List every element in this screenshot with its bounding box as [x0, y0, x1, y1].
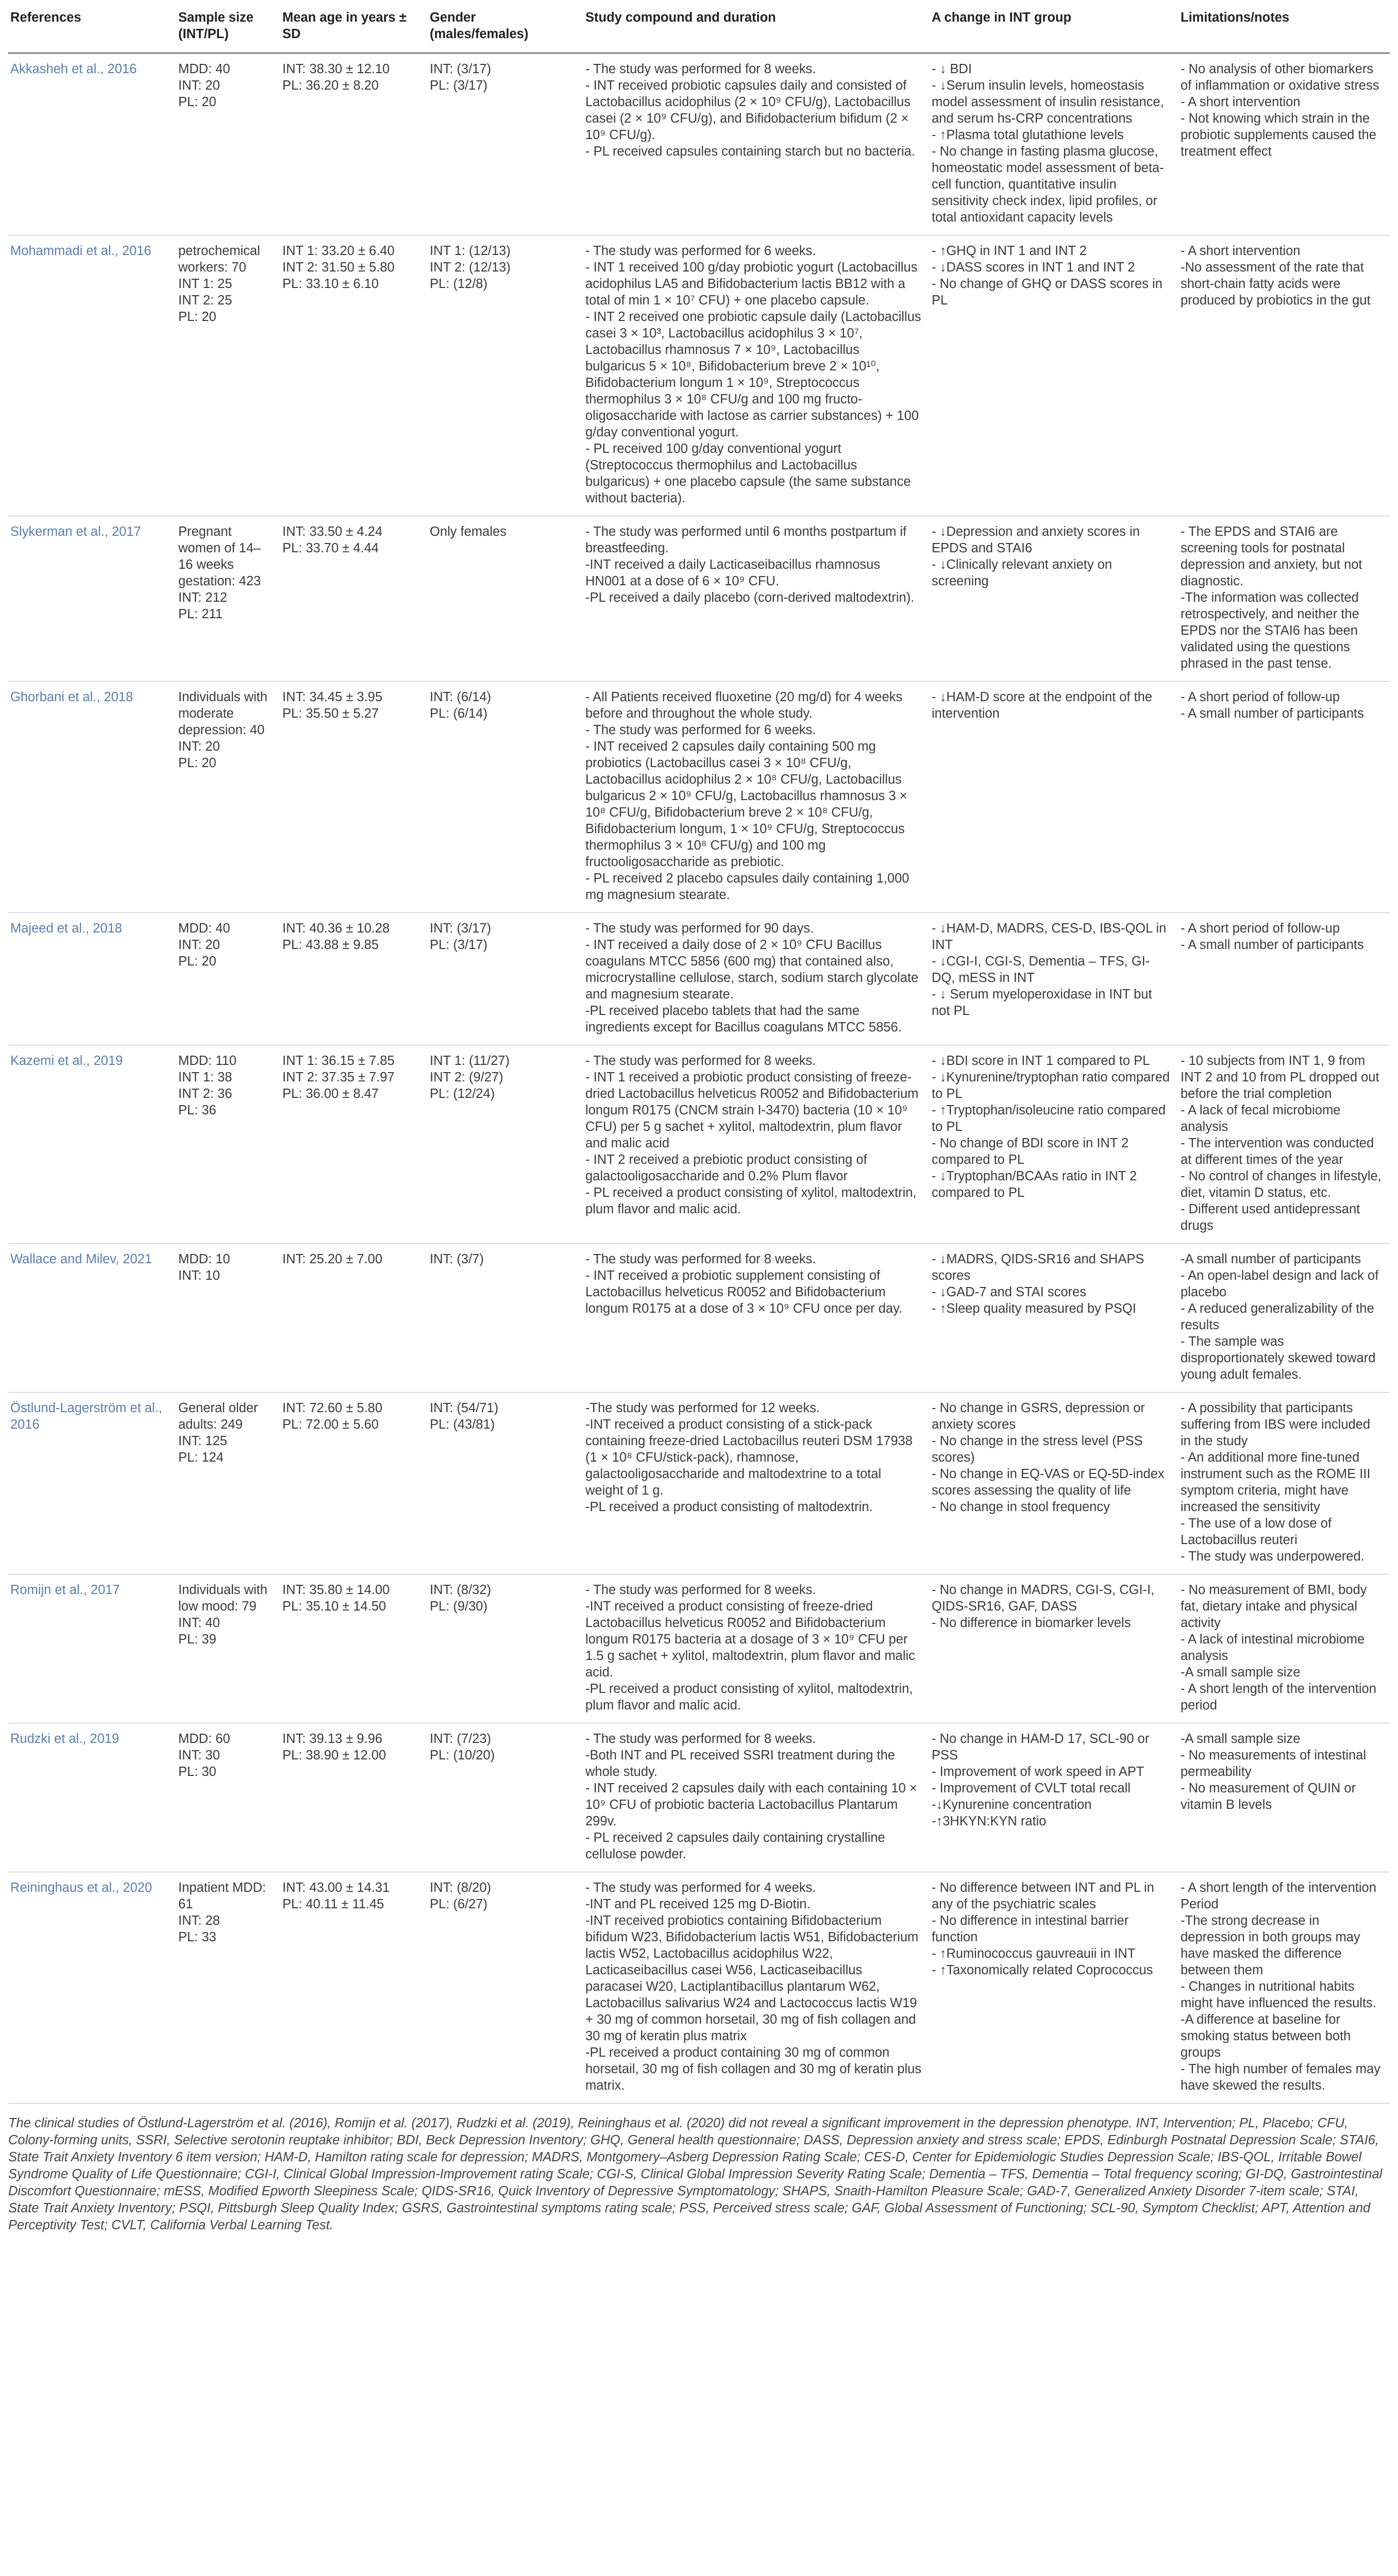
cell-change-int-line: - ↓ BDI [932, 62, 972, 76]
cell-limitations-line: - The intervention was conducted at different times of the year [1181, 1136, 1374, 1167]
cell-limitations-line: -No assessment of the rate that short-chain fatty acids were produced by probiotics in the gut [1181, 260, 1371, 308]
cell-gender-line: INT 2: (12/13) [430, 260, 511, 275]
cell-limitations-line: - A reduced generalizability of the results [1181, 1301, 1374, 1332]
cell-sample-size-line: Individuals with moderate depression: 40 [178, 690, 267, 737]
cell-limitations [1178, 516, 1390, 682]
cell-study-compound-line: - INT received 2 capsules daily with each containing 10 × 10⁹ CFU of probiotic bacteria Lactobacillus Plantarum 299v. [585, 1781, 917, 1828]
cell-change-int-line: - No change in stool frequency [932, 1500, 1110, 1514]
cell-study-compound-line: - The study was performed for 8 weeks. [585, 1054, 816, 1068]
cell-mean-age-line: INT: 34.45 ± 3.95 [282, 690, 383, 704]
cell-limitations-line: - A short period of follow-up [1181, 690, 1340, 704]
cell-gender [428, 1723, 583, 1872]
cell-sample-size [176, 682, 280, 913]
cell-gender [428, 53, 583, 235]
reference-link[interactable]: Romijn et al., 2017 [10, 1583, 120, 1597]
cell-reference [8, 235, 176, 516]
cell-limitations [1178, 1244, 1390, 1393]
cell-mean-age [280, 1872, 428, 2104]
cell-sample-size-line: INT 2: 36 [178, 1087, 232, 1101]
cell-sample-size [176, 1045, 280, 1244]
cell-change-int-line: - ↑Ruminococcus gauvreauii in INT [932, 1946, 1136, 1961]
cell-study-compound-line: - INT 2 received one probiotic capsule daily (Lactobacillus casei 3 × 10³, Lactobacillus acidophilus 3 × 10⁷, Lactobacillus rhamnosus 7 × 10⁹, Lactobacillus bulgaricus 5 × 10⁸, Bifidobacterium breve 2 × 10¹⁰, Bifidobacterium longum 1 × 10⁹, Streptococcus thermophilus 3 × 10⁸ CFU/g and 100 mg fructo-oligosaccharide with lactose as carrier substances) + 100 g/day conventional yogurt. [585, 310, 921, 439]
table-row [8, 1723, 1390, 1872]
cell-change-int-line: - ↓CGI-I, CGI-S, Dementia – TFS, GI-DQ, mESS in INT [932, 954, 1150, 985]
cell-study-compound-line: - PL received a product consisting of xylitol, maltodextrin, plum flavor and malic acid. [585, 1185, 917, 1216]
cell-mean-age-line: PL: 72.00 ± 5.60 [282, 1417, 379, 1432]
cell-sample-size-line: PL: 39 [178, 1632, 216, 1647]
cell-reference [8, 53, 176, 235]
cell-gender-line: PL: (43/81) [430, 1417, 495, 1432]
cell-study-compound-line: - INT 1 received 100 g/day probiotic yogurt (Lactobacillus acidophilus LA5 and Bifidobacterium lactis BB12 with a total of min 1 × 10⁷ CFU) + one placebo capsule. [585, 260, 918, 308]
cell-change-int-line: - No change of BDI score in INT 2 compared to PL [932, 1136, 1129, 1167]
cell-mean-age-line: INT 2: 37.35 ± 7.97 [282, 1070, 395, 1084]
cell-limitations-line: - Different used antidepressant drugs [1181, 1202, 1360, 1233]
cell-sample-size-line: petrochemical workers: 70 [178, 244, 260, 275]
cell-mean-age-line: INT: 72.60 ± 5.80 [282, 1401, 383, 1415]
cell-gender-line: PL: (12/24) [430, 1087, 495, 1101]
cell-gender-line: PL: (10/20) [430, 1748, 495, 1762]
cell-study-compound-line: - PL received 100 g/day conventional yogurt (Streptococcus thermophilus and Lactobacillus bulgaricus) + one placebo capsule (the same substance without bacteria). [585, 442, 911, 505]
cell-gender [428, 1045, 583, 1244]
cell-study-compound-line: - The study was performed for 6 weeks. [585, 244, 816, 258]
table-row [8, 1872, 1390, 2104]
cell-mean-age [280, 682, 428, 913]
cell-sample-size-line: PL: 36 [178, 1103, 216, 1117]
cell-change-int-line: - ↑Sleep quality measured by PSQI [932, 1301, 1136, 1316]
cell-study-compound-line: -PL received a product consisting of xylitol, maltodextrin, plum flavor and malic acid. [585, 1682, 913, 1713]
cell-gender-line: INT 2: (9/27) [430, 1070, 503, 1084]
cell-limitations-line: - A small number of participants [1181, 938, 1364, 952]
cell-study-compound-line: -PL received a daily placebo (corn-derived maltodextrin). [585, 590, 915, 605]
cell-study-compound-line: - INT received a probiotic supplement consisting of Lactobacillus helveticus R0052 and Bifidobacterium longum R0175 at a dose of 3 × 10⁹ CFU once per day. [585, 1268, 903, 1316]
cell-mean-age-line: PL: 38.90 ± 12.00 [282, 1748, 386, 1762]
cell-gender-line: PL: (3/17) [430, 938, 487, 952]
cell-sample-size-line: MDD: 60 [178, 1732, 230, 1746]
cell-sample-size-line: INT: 20 [178, 739, 220, 754]
cell-sample-size-line: INT: 10 [178, 1268, 220, 1283]
cell-sample-size-line: INT: 20 [178, 78, 220, 93]
cell-mean-age [280, 1723, 428, 1872]
cell-limitations-line: - The study was underpowered. [1181, 1549, 1365, 1564]
table-row [8, 516, 1390, 682]
cell-gender [428, 913, 583, 1045]
cell-mean-age [280, 516, 428, 682]
cell-change-int-line: - ↑Plasma total glutathione levels [932, 128, 1124, 142]
cell-sample-size [176, 1723, 280, 1872]
cell-change-int-line: - No difference in biomarker levels [932, 1616, 1131, 1630]
cell-sample-size-line: PL: 20 [178, 756, 216, 770]
cell-sample-size-line: INT: 28 [178, 1913, 220, 1928]
cell-change-int-line: - ↓HAM-D score at the endpoint of the intervention [932, 690, 1153, 721]
cell-limitations-line: - An open-label design and lack of placebo [1181, 1268, 1379, 1299]
cell-study-compound-line: - PL received 2 placebo capsules daily containing 1,000 mg magnesium stearate. [585, 871, 909, 902]
cell-mean-age-line: PL: 35.50 ± 5.27 [282, 706, 379, 721]
cell-sample-size-line: MDD: 40 [178, 62, 230, 76]
cell-study-compound-line: - INT received a daily dose of 2 × 10⁹ CFU Bacillus coagulans MTCC 5856 (600 mg) that contained also, microcrystalline cellulose, starch, sodium starch glycolate and magnesium stearate. [585, 938, 919, 1002]
table-row [8, 53, 1390, 235]
cell-change-int-line: - ↓Clinically relevant anxiety on screening [932, 557, 1113, 588]
cell-mean-age-line: PL: 35.10 ± 14.50 [282, 1599, 386, 1614]
cell-gender-line: PL: (6/27) [430, 1897, 487, 1911]
cell-sample-size-line: PL: 124 [178, 1450, 224, 1465]
cell-sample-size-line: INT: 40 [178, 1616, 220, 1630]
cell-change-int-line: - ↓MADRS, QIDS-SR16 and SHAPS scores [932, 1252, 1144, 1283]
cell-mean-age [280, 913, 428, 1045]
cell-change-int-line: - ↑GHQ in INT 1 and INT 2 [932, 244, 1087, 258]
cell-change-int-line: - No change in MADRS, CGI-S, CGI-I, QIDS-SR16, GAF, DASS [932, 1583, 1155, 1614]
cell-change-int-line: - ↓Serum insulin levels, homeostasis model assessment of insulin resistance, and serum hs-CRP concentrations [932, 78, 1164, 126]
cell-limitations-line: -A difference at baseline for smoking status between both groups [1181, 2012, 1351, 2060]
cell-study-compound-line: -The study was performed for 12 weeks. [585, 1401, 820, 1415]
cell-sample-size-line: Inpatient MDD: 61 [178, 1880, 266, 1911]
cell-mean-age-line: INT 1: 36.15 ± 7.85 [282, 1054, 395, 1068]
cell-study-compound [583, 1244, 930, 1393]
cell-limitations-line: - A lack of intestinal microbiome analysis [1181, 1632, 1365, 1663]
table-row [8, 1574, 1390, 1723]
cell-mean-age [280, 1574, 428, 1723]
cell-study-compound [583, 53, 930, 235]
cell-sample-size-line: PL: 211 [178, 607, 223, 621]
cell-mean-age-line: PL: 40.11 ± 11.45 [282, 1897, 384, 1911]
cell-change-int-line: - No change in HAM-D 17, SCL-90 or PSS [932, 1732, 1150, 1762]
reference-link[interactable]: Wallace and Milev, 2021 [10, 1252, 152, 1266]
cell-limitations-line: - No measurements of intestinal permeability [1181, 1748, 1366, 1779]
cell-sample-size-line: INT: 30 [178, 1748, 220, 1762]
cell-change-int-line: - Improvement of CVLT total recall [932, 1781, 1131, 1795]
cell-gender [428, 1872, 583, 2104]
cell-gender-line: INT: (3/17) [430, 921, 492, 936]
cell-change-int [930, 682, 1178, 913]
cell-mean-age-line: INT 2: 31.50 ± 5.80 [282, 260, 395, 275]
cell-study-compound-line: - The study was performed for 8 weeks. [585, 1732, 816, 1746]
cell-limitations-line: - A short intervention [1181, 244, 1301, 258]
cell-limitations-line: -The strong decrease in depression in both groups may have masked the difference between them [1181, 1913, 1360, 1977]
header-mean-age: Mean age in years ± SD [280, 7, 428, 53]
cell-limitations-line: - An additional more fine-tuned instrument such as the ROME III symptom criteria, might have increased the sensitivity [1181, 1450, 1371, 1514]
cell-reference [8, 913, 176, 1045]
cell-sample-size-line: INT: 212 [178, 590, 227, 605]
cell-mean-age-line: PL: 36.00 ± 8.47 [282, 1087, 379, 1101]
cell-mean-age-line: INT: 43.00 ± 14.31 [282, 1880, 390, 1895]
cell-change-int [930, 1393, 1178, 1574]
cell-sample-size-line: PL: 30 [178, 1765, 216, 1779]
cell-change-int [930, 1045, 1178, 1244]
cell-sample-size-line: INT 1: 25 [178, 277, 232, 291]
cell-gender [428, 1393, 583, 1574]
cell-sample-size [176, 1244, 280, 1393]
cell-sample-size-line: INT 1: 38 [178, 1070, 232, 1084]
reference-link[interactable]: Majeed et al., 2018 [10, 921, 122, 936]
cell-limitations-line: - 10 subjects from INT 1, 9 from INT 2 and 10 from PL dropped out before the trial completion [1181, 1054, 1379, 1101]
cell-study-compound-line: - The study was performed until 6 months postpartum if breastfeeding. [585, 524, 907, 555]
cell-mean-age-line: INT: 35.80 ± 14.00 [282, 1583, 390, 1597]
cell-study-compound-line: - The study was performed for 8 weeks. [585, 1583, 816, 1597]
cell-study-compound [583, 235, 930, 516]
cell-change-int [930, 1244, 1178, 1393]
cell-change-int-line: - ↓Kynurenine/tryptophan ratio compared to PL [932, 1070, 1170, 1101]
cell-limitations-line: - The sample was disproportionately skewed toward young adult females. [1181, 1334, 1376, 1382]
cell-sample-size [176, 53, 280, 235]
cell-study-compound-line: - The study was performed for 4 weeks. [585, 1880, 816, 1895]
cell-study-compound-line: - INT received probiotic capsules daily and consisted of Lactobacillus acidophilus (2 × 10⁹ CFU/g), Lactobacillus casei (2 × 10⁹ CFU/g), and Bifidobacterium bifidum (2 × 10⁹ CFU/g). [585, 78, 911, 142]
cell-change-int-line: - ↓Tryptophan/BCAAs ratio in INT 2 compared to PL [932, 1169, 1137, 1200]
cell-study-compound [583, 1723, 930, 1872]
cell-limitations [1178, 53, 1390, 235]
cell-limitations-line: - The EPDS and STAI6 are screening tools for postnatal depression and anxiety, but not diagnostic. [1181, 524, 1362, 588]
cell-study-compound [583, 1574, 930, 1723]
cell-change-int [930, 516, 1178, 682]
cell-gender-line: PL: (12/8) [430, 277, 487, 291]
cell-limitations-line: -The information was collected retrospectively, and neither the EPDS nor the STAI6 has been validated using the questions phrased in the past tense. [1181, 590, 1359, 671]
cell-reference [8, 1045, 176, 1244]
cell-change-int [930, 53, 1178, 235]
cell-study-compound-line: -INT received a product consisting of a stick-pack containing freeze-dried Lactobacillus reuteri DSM 17938 (1 × 10⁸ CFU/stick-pack), rhamnose, galactooligosaccharide and maltodextrine to a total weight of 1 g. [585, 1417, 913, 1498]
cell-sample-size-line: INT: 125 [178, 1434, 227, 1448]
cell-study-compound [583, 1393, 930, 1574]
cell-mean-age-line: PL: 33.10 ± 6.10 [282, 277, 379, 291]
cell-mean-age [280, 235, 428, 516]
cell-limitations-line: -A small sample size [1181, 1732, 1301, 1746]
cell-gender-line: PL: (3/17) [430, 78, 487, 93]
cell-sample-size-line: Individuals with low mood: 79 [178, 1583, 267, 1614]
table-row [8, 913, 1390, 1045]
header-limitations: Limitations/notes [1178, 7, 1390, 53]
cell-study-compound-line: -INT received probiotics containing Bifidobacterium bifidum W23, Bifidobacterium lactis W51, Bifidobacterium lactis W52, Lactobacillus acidophilus W22, Lacticaseibacillus casei W56, Lacticaseibacillus paracasei W20, Lactiplantibacillus plantarum W62, Lactobacillus salivarius W24 and Lactococcus lactis W19 + 30 mg of common horsetail, 30 mg of fish collagen and 30 mg of keratin plus matrix [585, 1913, 919, 2043]
cell-study-compound-line: -Both INT and PL received SSRI treatment during the whole study. [585, 1748, 895, 1779]
cell-gender-line: INT: (54/71) [430, 1401, 499, 1415]
cell-limitations-line: - A possibility that participants suffering from IBS were included in the study [1181, 1401, 1371, 1448]
cell-limitations-line: - The use of a low dose of Lactobacillus reuteri [1181, 1516, 1332, 1547]
cell-study-compound-line: - INT received 2 capsules daily containing 500 mg probiotics (Lactobacillus casei 3 × 10⁸ CFU/g, Lactobacillus acidophilus 2 × 10⁸ CFU/g, Lactobacillus bulgaricus 2 × 10⁹ CFU/g, Lactobacillus rhamnosus 3 × 10⁸ CFU/g, Bifidobacterium breve 2 × 10⁸ CFU/g, Bifidobacterium longum, 1 × 10⁹ CFU/g, Streptococcus thermophilus 3 × 10⁸ CFU/g) and 100 mg fructooligosaccharide as prebiotic. [585, 739, 907, 869]
cell-mean-age [280, 1393, 428, 1574]
cell-gender-line: INT 1: (12/13) [430, 244, 511, 258]
cell-mean-age [280, 1045, 428, 1244]
reference-link[interactable]: Akkasheh et al., 2016 [10, 62, 137, 76]
cell-change-int [930, 235, 1178, 516]
cell-gender-line: INT 1: (11/27) [430, 1054, 510, 1068]
cell-study-compound [583, 516, 930, 682]
cell-reference [8, 1723, 176, 1872]
cell-change-int-line: - ↓Depression and anxiety scores in EPDS and STAI6 [932, 524, 1140, 555]
cell-limitations [1178, 1045, 1390, 1244]
cell-gender-line: INT: (6/14) [430, 690, 492, 704]
cell-change-int-line: -↓Kynurenine concentration [932, 1798, 1092, 1812]
cell-sample-size-line: INT: 20 [178, 938, 220, 952]
cell-mean-age [280, 53, 428, 235]
cell-mean-age-line: INT: 38.30 ± 12.10 [282, 62, 390, 76]
cell-sample-size-line: PL: 20 [178, 95, 216, 109]
cell-study-compound-line: -PL received a product containing 30 mg of common horsetail, 30 mg of fish collagen and 30 mg of keratin plus matrix. [585, 2045, 922, 2093]
cell-limitations-line: - A short length of the intervention Period [1181, 1880, 1376, 1911]
table-row [8, 235, 1390, 516]
cell-limitations-line: - No control of changes in lifestyle, diet, vitamin D status, etc. [1181, 1169, 1382, 1200]
cell-sample-size-line: Pregnant women of 14–16 weeks gestation: 423 [178, 524, 261, 588]
reference-link[interactable]: Reininghaus et al., 2020 [10, 1880, 153, 1895]
cell-reference [8, 1574, 176, 1723]
cell-gender-line: INT: (3/17) [430, 62, 492, 76]
cell-limitations [1178, 235, 1390, 516]
cell-mean-age-line: INT: 40.36 ± 10.28 [282, 921, 390, 936]
cell-sample-size-line: PL: 33 [178, 1930, 216, 1944]
cell-mean-age-line: INT: 33.50 ± 4.24 [282, 524, 383, 539]
cell-change-int-line: - No change in fasting plasma glucose, homeostatic model assessment of beta-cell function, quantitative insulin sensitivity check index, lipid profiles, or total antioxidant capacity levels [932, 144, 1164, 225]
cell-reference [8, 1244, 176, 1393]
header-sample-size: Sample size (INT/PL) [176, 7, 280, 53]
cell-gender-line: Only females [430, 524, 507, 539]
table-row [8, 682, 1390, 913]
cell-study-compound [583, 1045, 930, 1244]
cell-sample-size [176, 1393, 280, 1574]
reference-link[interactable]: Rudzki et al., 2019 [10, 1732, 120, 1746]
cell-change-int [930, 1723, 1178, 1872]
cell-gender [428, 682, 583, 913]
cell-sample-size [176, 235, 280, 516]
studies-table [8, 7, 1390, 2104]
header-gender: Gender (males/females) [428, 7, 583, 53]
cell-change-int-line: - Improvement of work speed in APT [932, 1765, 1144, 1779]
cell-reference [8, 1872, 176, 2104]
cell-study-compound-line: - All Patients received fluoxetine (20 mg/d) for 4 weeks before and throughout the whole study. [585, 690, 903, 721]
cell-sample-size-line: MDD: 40 [178, 921, 230, 936]
cell-change-int-line: - ↑Tryptophan/isoleucine ratio compared to PL [932, 1103, 1166, 1134]
cell-sample-size [176, 516, 280, 682]
reference-link[interactable]: Mohammadi et al., 2016 [10, 244, 151, 258]
table-header-row [8, 7, 1390, 53]
cell-change-int-line: -↑3HKYN:KYN ratio [932, 1814, 1047, 1828]
cell-gender-line: INT: (7/23) [430, 1732, 492, 1746]
cell-limitations-line: -A small number of participants [1181, 1252, 1361, 1266]
cell-gender [428, 1574, 583, 1723]
cell-change-int-line: - No change in GSRS, depression or anxiety scores [932, 1401, 1145, 1432]
cell-gender-line: INT: (8/20) [430, 1880, 492, 1895]
cell-reference [8, 682, 176, 913]
cell-reference [8, 1393, 176, 1574]
cell-limitations [1178, 1574, 1390, 1723]
cell-sample-size [176, 1574, 280, 1723]
cell-sample-size-line: MDD: 10 [178, 1252, 230, 1266]
cell-mean-age-line: INT: 25.20 ± 7.00 [282, 1252, 383, 1266]
cell-study-compound-line: - The study was performed for 8 weeks. [585, 62, 816, 76]
cell-study-compound-line: - The study was performed for 8 weeks. [585, 1252, 816, 1266]
cell-limitations-line: - A small number of participants [1181, 706, 1364, 721]
cell-sample-size-line: PL: 20 [178, 954, 216, 969]
cell-gender [428, 516, 583, 682]
cell-mean-age [280, 1244, 428, 1393]
cell-reference [8, 516, 176, 682]
cell-sample-size [176, 913, 280, 1045]
reference-link[interactable]: Östlund-Lagerström et al., 2016 [10, 1401, 162, 1432]
cell-change-int-line: - ↓ Serum myeloperoxidase in INT but not PL [932, 987, 1152, 1018]
table-body [8, 53, 1390, 2104]
table-row [8, 1244, 1390, 1393]
cell-study-compound-line: - INT 2 received a prebiotic product consisting of galactooligosaccharide and 0.2% Plum flavor [585, 1153, 867, 1183]
cell-gender-line: PL: (9/30) [430, 1599, 487, 1614]
cell-limitations [1178, 913, 1390, 1045]
cell-study-compound-line: -PL received a product consisting of maltodextrin. [585, 1500, 873, 1514]
cell-study-compound-line: -INT received a daily Lacticaseibacillus rhamnosus HN001 at a dose of 6 × 10⁹ CFU. [585, 557, 881, 588]
cell-limitations [1178, 1723, 1390, 1872]
cell-limitations [1178, 1393, 1390, 1574]
cell-sample-size-line: General older adults: 249 [178, 1401, 258, 1432]
cell-limitations-line: - A short length of the intervention period [1181, 1682, 1376, 1713]
cell-limitations-line: -A small sample size [1181, 1665, 1301, 1680]
header-study-compound: Study compound and duration [583, 7, 930, 53]
cell-study-compound [583, 682, 930, 913]
cell-study-compound-line: - PL received capsules containing starch but no bacteria. [585, 144, 915, 159]
cell-mean-age-line: PL: 36.20 ± 8.20 [282, 78, 379, 93]
cell-study-compound [583, 1872, 930, 2104]
cell-limitations-line: - Changes in nutritional habits might have influenced the results. [1181, 1979, 1376, 2010]
cell-study-compound-line: - INT 1 received a probiotic product consisting of freeze-dried Lactobacillus helveticus R0052 and Bifidobacterium longum R0175 (CNCM strain I-3470) bacteria (10 × 10⁹ CFU) per 5 g sachet + xylitol, maltodextrin, plum flavor and malic acid [585, 1070, 919, 1150]
cell-mean-age-line: INT: 39.13 ± 9.96 [282, 1732, 383, 1746]
cell-mean-age-line: PL: 33.70 ± 4.44 [282, 541, 379, 555]
table-row [8, 1045, 1390, 1244]
cell-limitations-line: - A short intervention [1181, 95, 1301, 109]
cell-change-int [930, 1574, 1178, 1723]
cell-gender [428, 235, 583, 516]
cell-limitations-line: - Not knowing which strain in the probiotic supplements caused the treatment effect [1181, 111, 1376, 159]
cell-study-compound-line: - The study was performed for 6 weeks. [585, 723, 816, 737]
cell-sample-size-line: PL: 20 [178, 310, 216, 324]
cell-mean-age-line: PL: 43.88 ± 9.85 [282, 938, 379, 952]
reference-link[interactable]: Kazemi et al., 2019 [10, 1054, 123, 1068]
cell-change-int-line: - ↓HAM-D, MADRS, CES-D, IBS-QOL in INT [932, 921, 1167, 952]
cell-limitations-line: - No measurement of BMI, body fat, dietary intake and physical activity [1181, 1583, 1367, 1630]
cell-limitations [1178, 1872, 1390, 2104]
cell-change-int-line: - ↓BDI score in INT 1 compared to PL [932, 1054, 1150, 1068]
cell-gender-line: INT: (8/32) [430, 1583, 492, 1597]
cell-study-compound [583, 913, 930, 1045]
cell-change-int [930, 1872, 1178, 2104]
cell-limitations-line: - The high number of females may have skewed the results. [1181, 2062, 1380, 2093]
cell-study-compound-line: - PL received 2 capsules daily containing crystalline cellulose powder. [585, 1831, 885, 1861]
reference-link[interactable]: Ghorbani et al., 2018 [10, 690, 133, 704]
cell-study-compound-line: -INT received a product consisting of freeze-dried Lactobacillus helveticus R0052 and Bifidobacterium longum R0175 bacteria at a dosage of 3 × 10⁹ CFU per 1.5 g sachet + xylitol, maltodextrin, plum flavor and malic acid. [585, 1599, 915, 1680]
cell-limitations-line: - No analysis of other biomarkers of inflammation or oxidative stress [1181, 62, 1379, 93]
cell-change-int-line: - ↑Taxonomically related Coprococcus [932, 1963, 1153, 1977]
cell-limitations-line: - A short period of follow-up [1181, 921, 1340, 936]
cell-limitations [1178, 682, 1390, 913]
cell-change-int [930, 913, 1178, 1045]
cell-change-int-line: - No difference between INT and PL in any of the psychiatric scales [932, 1880, 1154, 1911]
cell-sample-size-line: INT 2: 25 [178, 293, 232, 308]
cell-gender [428, 1244, 583, 1393]
cell-limitations-line: - No measurement of QUIN or vitamin B levels [1181, 1781, 1356, 1812]
reference-link[interactable]: Slykerman et al., 2017 [10, 524, 141, 539]
header-references: References [8, 7, 176, 53]
cell-study-compound-line: - The study was performed for 90 days. [585, 921, 814, 936]
cell-mean-age-line: INT 1: 33.20 ± 6.40 [282, 244, 395, 258]
cell-study-compound-line: -PL received placebo tablets that had the same ingredients except for Bacillus coagulans MTCC 5856. [585, 1004, 902, 1035]
cell-sample-size [176, 1872, 280, 2104]
cell-gender-line: PL: (6/14) [430, 706, 487, 721]
cell-study-compound-line: -INT and PL received 125 mg D-Biotin. [585, 1897, 811, 1911]
cell-change-int-line: - No change in the stress level (PSS scores) [932, 1434, 1143, 1465]
cell-gender-line: INT: (3/7) [430, 1252, 484, 1266]
cell-limitations-line: - A lack of fecal microbiome analysis [1181, 1103, 1341, 1134]
cell-change-int-line: - No change in EQ-VAS or EQ-5D-index scores assessing the quality of life [932, 1467, 1165, 1498]
cell-change-int-line: - No difference in intestinal barrier function [932, 1913, 1129, 1944]
cell-change-int-line: - No change of GHQ or DASS scores in PL [932, 277, 1163, 308]
cell-change-int-line: - ↓DASS scores in INT 1 and INT 2 [932, 260, 1135, 275]
cell-change-int-line: - ↓GAD-7 and STAI scores [932, 1285, 1086, 1299]
header-change-int: A change in INT group [930, 7, 1178, 53]
table-footnote: The clinical studies of Östlund-Lagerström et al. (2016), Romijn et al. (2017), Rudzki et al. (2019), Reininghaus et al. (2020) did not reveal a significant improvement in the depression phenotype. INT, Intervention; PL, Placebo; CFU, Colony-forming units, SSRI, Selective serotonin reuptake inhibitor; BDI, Beck Depression Inventory; GHQ, General health questionnaire; DASS, Depression anxiety and stress scale; EPDS, Edinburgh Postnatal Depression Scale; STAI6, State Trait Anxiety Inventory 6 item version; HAM-D, Hamilton rating scale for depression; MADRS, Montgomery–Asberg Depression Rating Scale; CES-D, Center for Epidemiologic Studies Depression Scale; IBS-QOL, Irritable Bowel Syndrome Quality of Life Questionnaire; CGI-I, Clinical Global Impression-Improvement rating Scale; CGI-S, Clinical Global Impression Severity Rating Scale; Dementia – TFS, Dementia – Total frequency scoring; GI-DQ, Gastrointestinal Discomfort Questionnaire; mESS, Modified Epworth Sleepiness Scale; QIDS-SR16, Quick Inventory of Depressive Symptomatology; SHAPS, Snaith-Hamilton Pleasure Scale; GAD-7, Generalized Anxiety Disorder 7-item scale; STAI, State Trait Anxiety Inventory; PSQI, Pittsburgh Sleep Quality Index; GSRS, Gastrointestinal symptoms rating scale; PSS, Perceived stress scale; GAF, Global Assessment of Functioning; SCL-90, Symptom Checklist; APT, Attention and Perceptivity Test; CVLT, California Verbal Learning Test. [8, 2116, 1383, 2232]
cell-sample-size-line: MDD: 110 [178, 1054, 237, 1068]
table-row [8, 1393, 1390, 1574]
